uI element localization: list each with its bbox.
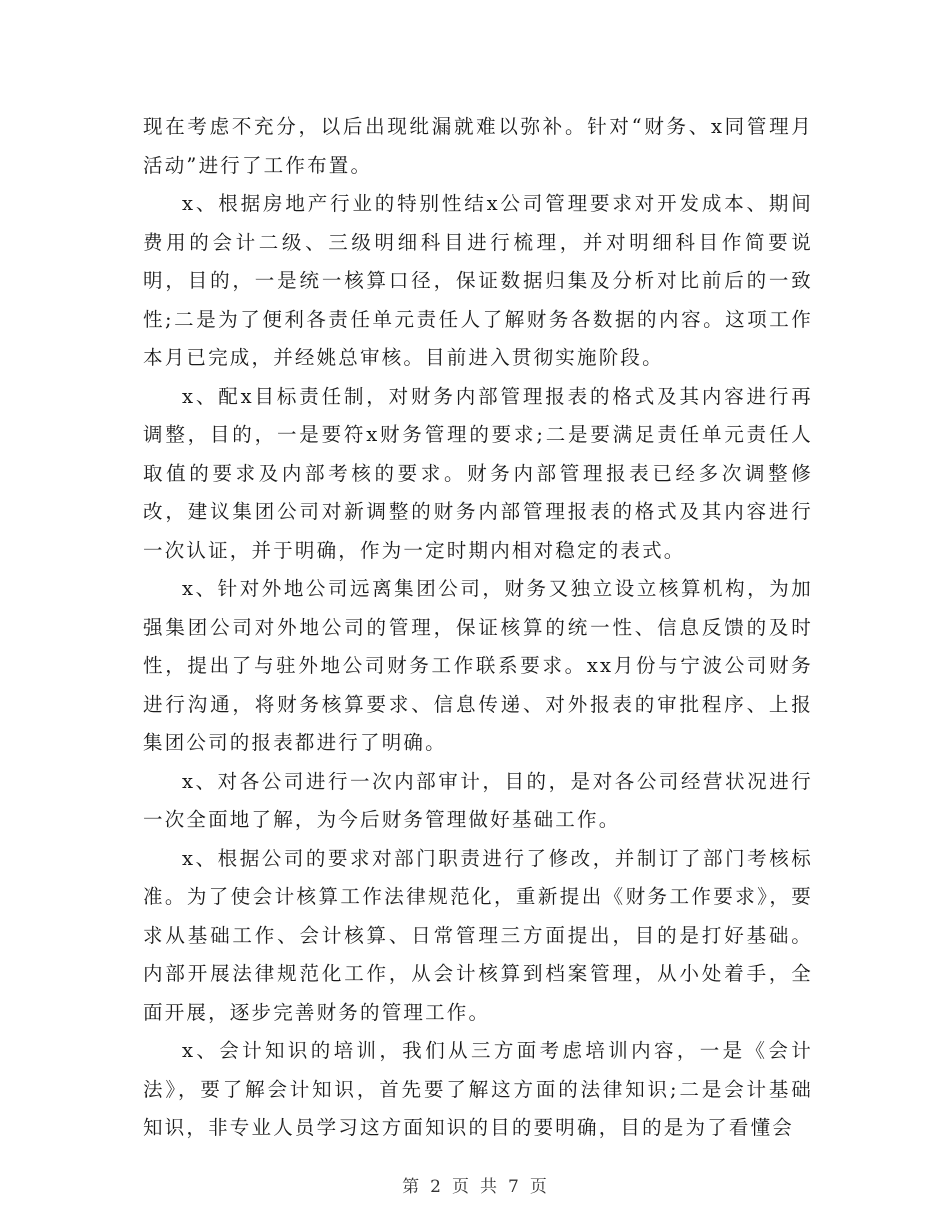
document-body [143, 108, 813, 1148]
paragraph: x、对各公司进行一次内部审计，目的，是对各公司经营状况进行一次全面地了解，为今后财务管理做好基础工作。 [143, 769, 813, 831]
paragraph: x、配x目标责任制，对财务内部管理报表的格式及其内容进行再调整，目的，一是要符x财务管理的要求;二是要满足责任单元责任人取值的要求及内部考核的要求。财务内部管理报表已经多次调整修改，建议集团公司对新调整的财务内部管理报表的格式及其内容进行一次认证，并于明确，作为一定时期内相对稳定的表式。 [143, 384, 813, 562]
paragraph: 现在考虑不充分，以后出现纰漏就难以弥补。针对“财务、x同管理月活动”进行了工作布置。 [143, 115, 813, 177]
paragraph: x、根据公司的要求对部门职责进行了修改，并制订了部门考核标准。为了使会计核算工作法律规范化，重新提出《财务工作要求》，要求从基础工作、会计核算、日常管理三方面提出，目的是打好基础。内部开展法律规范化工作，从会计核算到档案管理，从小处着手，全面开展，逐步完善财务的管理工作。 [143, 846, 813, 1024]
footer-label-of-page: 页 [452, 1177, 470, 1197]
paragraph: x、会计知识的培训，我们从三方面考虑培训内容，一是《会计法》，要了解会计知识，首先要了解这方面的法律知识;二是会计基础知识，非专业人员学习这方面知识的目的要明确，目的是为了看懂会 [143, 1039, 813, 1139]
paragraph: x、根据房地产行业的特别性结x公司管理要求对开发成本、期间费用的会计二级、三级明细科目进行梳理，并对明细科目作简要说明，目的，一是统一核算口径，保证数据归集及分析对比前后的一致性;二是为了便利各责任单元责任人了解财务各数据的内容。这项工作本月已完成，并经姚总审核。目前进入贯彻实施阶段。 [143, 192, 813, 369]
footer-label-total: 共 [480, 1177, 498, 1197]
page-footer [0, 1172, 950, 1197]
footer-current-page: 2 [430, 1177, 442, 1197]
paragraph: x、针对外地公司远离集团公司，财务又独立设立核算机构，为加强集团公司对外地公司的管理，保证核算的统一性、信息反馈的及时性，提出了与驻外地公司财务工作联系要求。xx月份与宁波公司财务进行沟通，将财务核算要求、信息传递、对外报表的审批程序、上报集团公司的报表都进行了明确。 [143, 577, 813, 754]
footer-label-page: 第 [402, 1177, 421, 1197]
footer-total-pages: 7 [508, 1177, 520, 1197]
footer-label-pages: 页 [529, 1177, 548, 1197]
